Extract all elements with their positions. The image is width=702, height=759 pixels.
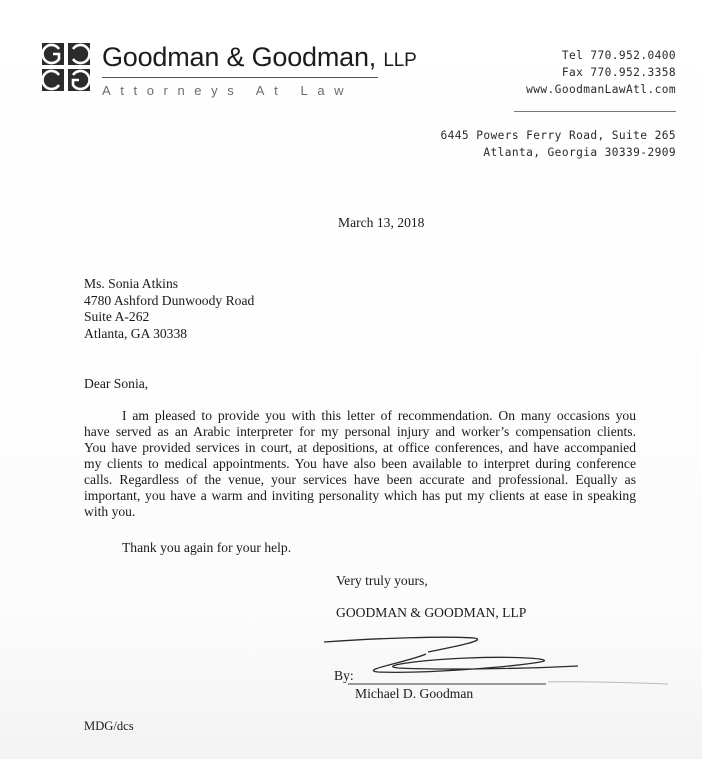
firm-logo-icon xyxy=(42,43,90,91)
salutation: Dear Sonia, xyxy=(84,376,149,391)
by-label: By: xyxy=(334,668,354,683)
contact-block xyxy=(526,47,676,98)
recipient-line: Suite A-262 xyxy=(84,309,150,324)
firm-name-rule xyxy=(102,77,378,78)
body-line: calls. Regardless of the venue, your services have been accurate and professional. Equally as xyxy=(84,472,636,487)
recipient-line: 4780 Ashford Dunwoody Road xyxy=(84,292,255,308)
recipient-line: Atlanta, GA 30338 xyxy=(84,325,188,341)
body-line: my clients to medical appointments. You have also been available to interpret during conference xyxy=(84,456,636,471)
signer-name: Michael D. Goodman xyxy=(355,686,474,701)
recipient-line: Ms. Sonia Atkins xyxy=(84,276,179,291)
contact-rule xyxy=(514,111,676,112)
handwritten-signature xyxy=(318,632,678,692)
closing: Very truly yours, xyxy=(336,573,428,588)
reference-initials: MDG/dcs xyxy=(84,719,134,733)
thanks-line: Thank you again for your help. xyxy=(122,540,292,555)
body-paragraph xyxy=(84,408,636,520)
body-line: I am pleased to provide you with this letter of recommendation. On many occasions you xyxy=(122,408,636,423)
body-line: have served as an Arabic interpreter for my personal injury and worker’s compensation clients. xyxy=(84,424,636,439)
firm-address xyxy=(441,127,676,161)
letter-date: March 13, 2018 xyxy=(338,215,425,230)
body-line: with you. xyxy=(84,504,136,519)
website-link: www.GoodmanLawAtl.com xyxy=(526,83,676,96)
address-line: 6445 Powers Ferry Road, Suite 265 xyxy=(440,129,676,142)
firm-signature-name: GOODMAN & GOODMAN, LLP xyxy=(336,605,527,620)
firm-suffix: LLP xyxy=(383,50,417,71)
body-line: You have provided services in court, at depositions, at office conferences, and have accompanied xyxy=(84,440,636,455)
body-line: important, you have a warm and inviting personality which has put my clients at ease in speaking xyxy=(84,488,636,503)
fax-number: Fax 770.952.3358 xyxy=(561,66,676,79)
firm-tagline: Attorneys At Law xyxy=(102,83,354,98)
firm-name: Goodman & Goodman, LLP xyxy=(102,42,417,72)
recipient-address xyxy=(84,276,254,342)
address-line: Atlanta, Georgia 30339-2909 xyxy=(483,146,676,159)
phone-number: Tel 770.952.0400 xyxy=(561,49,676,62)
